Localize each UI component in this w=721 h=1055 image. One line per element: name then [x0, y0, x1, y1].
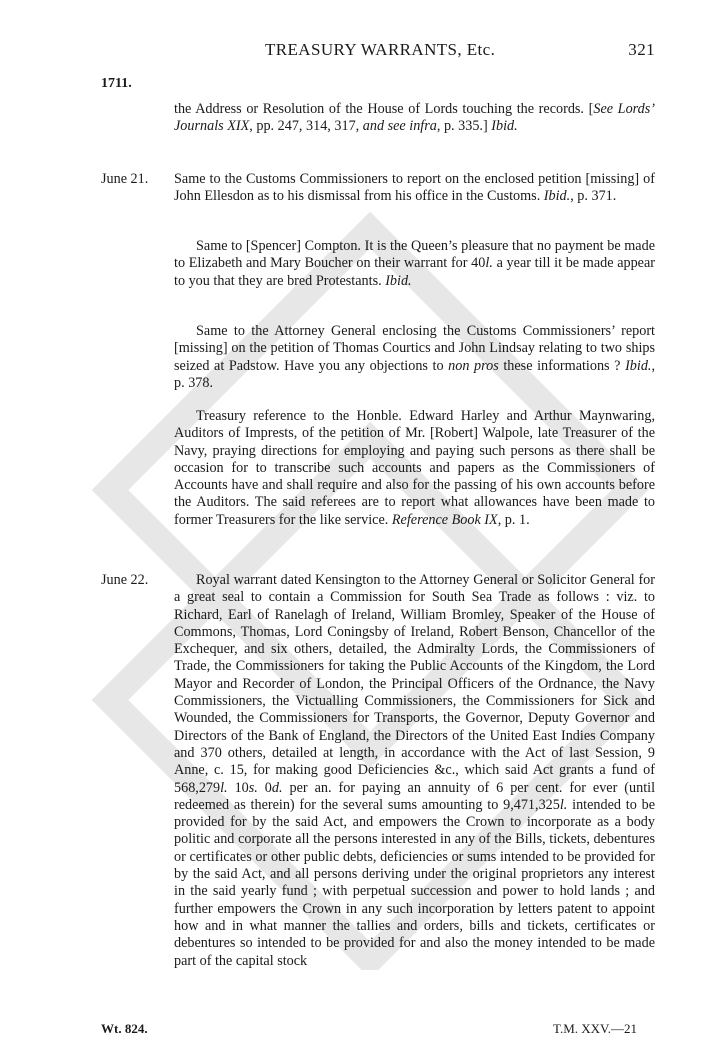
entry-date: June 21.: [101, 171, 149, 187]
running-title: TREASURY WARRANTS, Etc.: [265, 40, 496, 59]
footer-print-mark: Wt. 824.: [101, 1021, 148, 1036]
entry-text: Same to the Attorney General enclosing the Customs Commissioners’ report [missing] on the petition of Thomas Courtics and John Lindsay relating to two ships seized at Padstow. Have you any objections to non pros these informations ? Ibid., p. 378.: [174, 323, 656, 391]
entry-1: [101, 101, 655, 136]
footer-signature: T.M. XXV.—21: [553, 1021, 638, 1036]
entry-5: [101, 408, 655, 529]
entry-date: June 22.: [101, 572, 149, 588]
entry-3: [101, 238, 655, 290]
page-number: 321: [628, 40, 655, 59]
year-marker: 1711.: [101, 76, 132, 91]
entry-text: Same to [Spencer] Compton. It is the Queen’s pleasure that no payment be made to Elizabeth and Mary Boucher on their warrant for 40l. a year till it be made appear to you that they are bred Protestants. Ibid.: [174, 238, 656, 289]
entry-text: the Address or Resolution of the House of Lords touching the records. [See Lords’ Journals XIX, pp. 247, 314, 317, and see infra, p. 335.] Ibid.: [174, 101, 656, 135]
entry-text: Treasury reference to the Honble. Edward Harley and Arthur Maynwaring, Auditors of Imprests, of the petition of Mr. [Robert] Walpole, late Treasurer of the Navy, praying directions for employing and paying such persons as there shall be occasion for to transcribe such accounts and papers as the Commissioners of Accounts have and shall require and also for the passing of his own accounts before the Auditors. The said referees are to report what allowances have been made to former Treasurers for the like service. Reference Book IX, p. 1.: [174, 408, 655, 528]
entry-text: Same to the Customs Commissioners to report on the enclosed petition [missing] of John Ellesdon as to his dismissal from his office in the Customs. Ibid., p. 371.: [174, 171, 655, 205]
entry-2: [101, 171, 655, 206]
entry-text: Royal warrant dated Kensington to the Attorney General or Solicitor General for a great seal to contain a Commission for South Sea Trade as follows : viz. to Richard, Earl of Ranelagh of Ireland, William Bromley, Speaker of the House of Commons, Thomas, Lord Coningsby of Ireland, Robert Benson, Chancellor of the Exchequer, and six others, detailed, the Admiralty Lords, the Commissioners of Trade, the Commissioners for taking the Public Accounts of the Kingdom, the Lord Mayor and Recorder of London, the Principal Officers of the Ordnance, the Navy Commissioners, the Victualling Commissioners, the Commissioners for Sick and Wounded, the Commissioners for Transports, the Governor, Deputy Governor and Directors of the Bank of England, the Directors of the United East Indies Company and 370 others, detailed at length, in accordance with the Act of last Session, 9 Anne, c. 15, for making good Deficiencies &c., which said Act grants a fund of 568,279l. 10s. 0d. per an. for paying an annuity of 6 per cent. for ever (until redeemed as therein) for the several sums amounting to 9,471,325l. intended to be provided for by the said Act, and empowers the Crown to incorporate as a body politic and corporate all the persons interested in any of the Bills, tickets, debentures or certificates or other public debts, deficiencies or sums intended to be provided for by the said Act, and all persons deriving under the original proprietors any interest in the said yearly fund ; with perpetual succession and power to hold lands ; and further empowers the Crown in any such incorporation by letters patent to appoint how and in what manner the tallies and orders, bills and tickets, certificates or debentures so intended to be provided for and also the money intended to be made part of the capital stock: [174, 572, 656, 969]
entry-4: [101, 323, 655, 392]
entry-6: [101, 572, 655, 970]
running-header: [265, 40, 655, 60]
